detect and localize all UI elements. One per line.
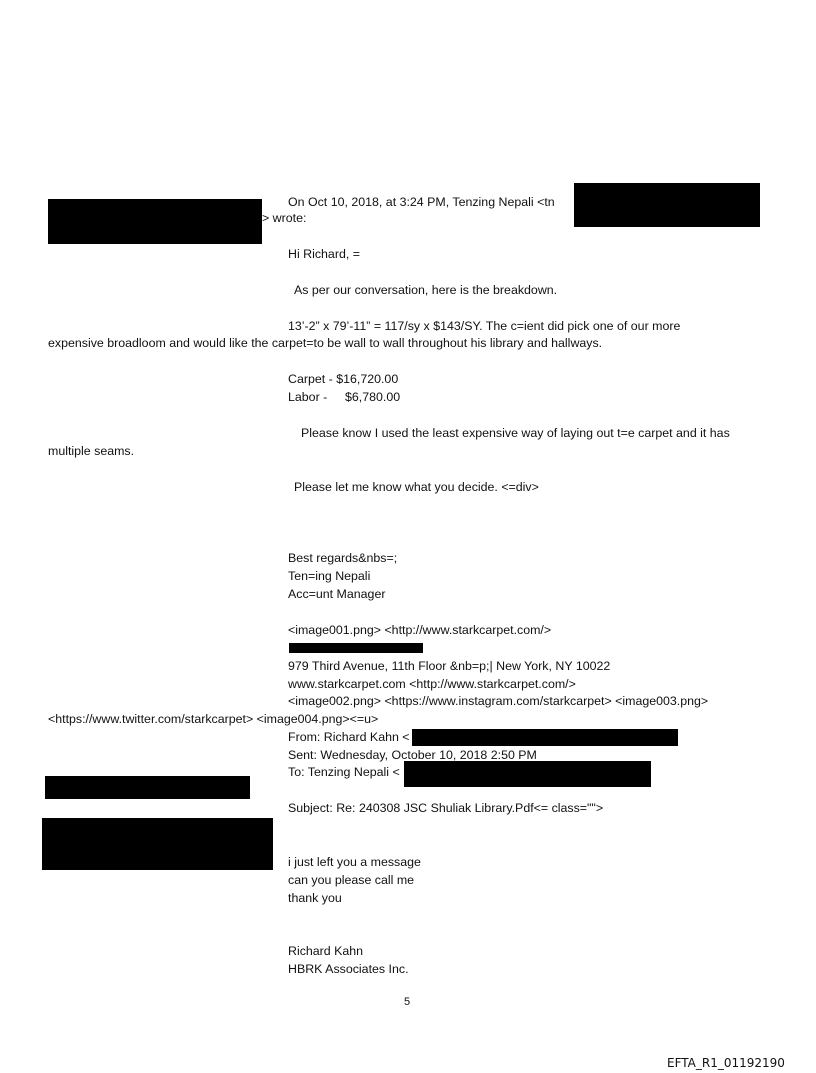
social-line-continued: <https://www.twitter.com/starkcarpet> <image004.png><=u>	[48, 712, 379, 726]
website: www.starkcarpet.com <http://www.starkcarpet.com/>	[288, 677, 576, 691]
subject-line: Subject: Re: 240308 JSC Shuliak Library.Pdf<= class="">	[288, 801, 604, 815]
signature-name: Ten=ing Nepali	[288, 569, 371, 583]
sender-company: HBRK Associates Inc.	[288, 962, 409, 976]
social-line: <image002.png> <https://www.instagram.com/starkcarpet> <image003.png>	[288, 694, 709, 708]
note-line: Please know I used the least expensive way of laying out t=e carpet and it has	[301, 426, 730, 440]
redaction-block	[574, 183, 760, 227]
email-header-line: On Oct 10, 2018, at 3:24 PM, Tenzing Nepali <tn	[288, 195, 555, 209]
calc-line-continued: expensive broadloom and would like the carpet=to be wall to wall throughout his library and hallways.	[48, 336, 603, 350]
regards: Best regards&nbs=;	[288, 551, 398, 565]
redaction-block	[42, 818, 273, 870]
intro-text: As per our conversation, here is the breakdown.	[294, 283, 558, 297]
redaction-block	[412, 729, 678, 746]
image-link-line: <image001.png> <http://www.starkcarpet.com/>	[288, 623, 552, 637]
signature-title: Acc=unt Manager	[288, 587, 386, 601]
document-id: EFTA_R1_01192190	[667, 1056, 785, 1070]
greeting: Hi Richard, =	[288, 247, 360, 261]
to-line: To: Tenzing Nepali <	[288, 765, 400, 779]
body-line: thank you	[288, 891, 342, 905]
decide-text: Please let me know what you decide. <=div>	[294, 480, 539, 494]
redaction-block	[48, 199, 262, 244]
labor-label: Labor -	[288, 390, 328, 404]
sender-name: Richard Kahn	[288, 944, 364, 958]
body-line: i just left you a message	[288, 855, 421, 869]
body-line: can you please call me	[288, 873, 415, 887]
page-number: 5	[404, 996, 411, 1008]
address: 979 Third Avenue, 11th Floor &nb=p;| New York, NY 10022	[288, 659, 611, 673]
carpet-cost: Carpet - $16,720.00	[288, 372, 399, 386]
from-line: From: Richard Kahn <	[288, 730, 410, 744]
calc-line: 13’-2” x 79’-11” = 117/sy x $143/SY. The c=ient did pick one of our more	[288, 319, 681, 333]
redaction-block	[45, 776, 250, 799]
labor-value: $6,780.00	[345, 390, 401, 404]
note-line-continued: multiple seams.	[48, 444, 135, 458]
sent-line: Sent: Wednesday, October 10, 2018 2:50 PM	[288, 748, 537, 762]
redaction-block	[289, 643, 423, 653]
email-header-wrote: > wrote:	[262, 211, 307, 225]
redaction-block	[404, 761, 651, 787]
